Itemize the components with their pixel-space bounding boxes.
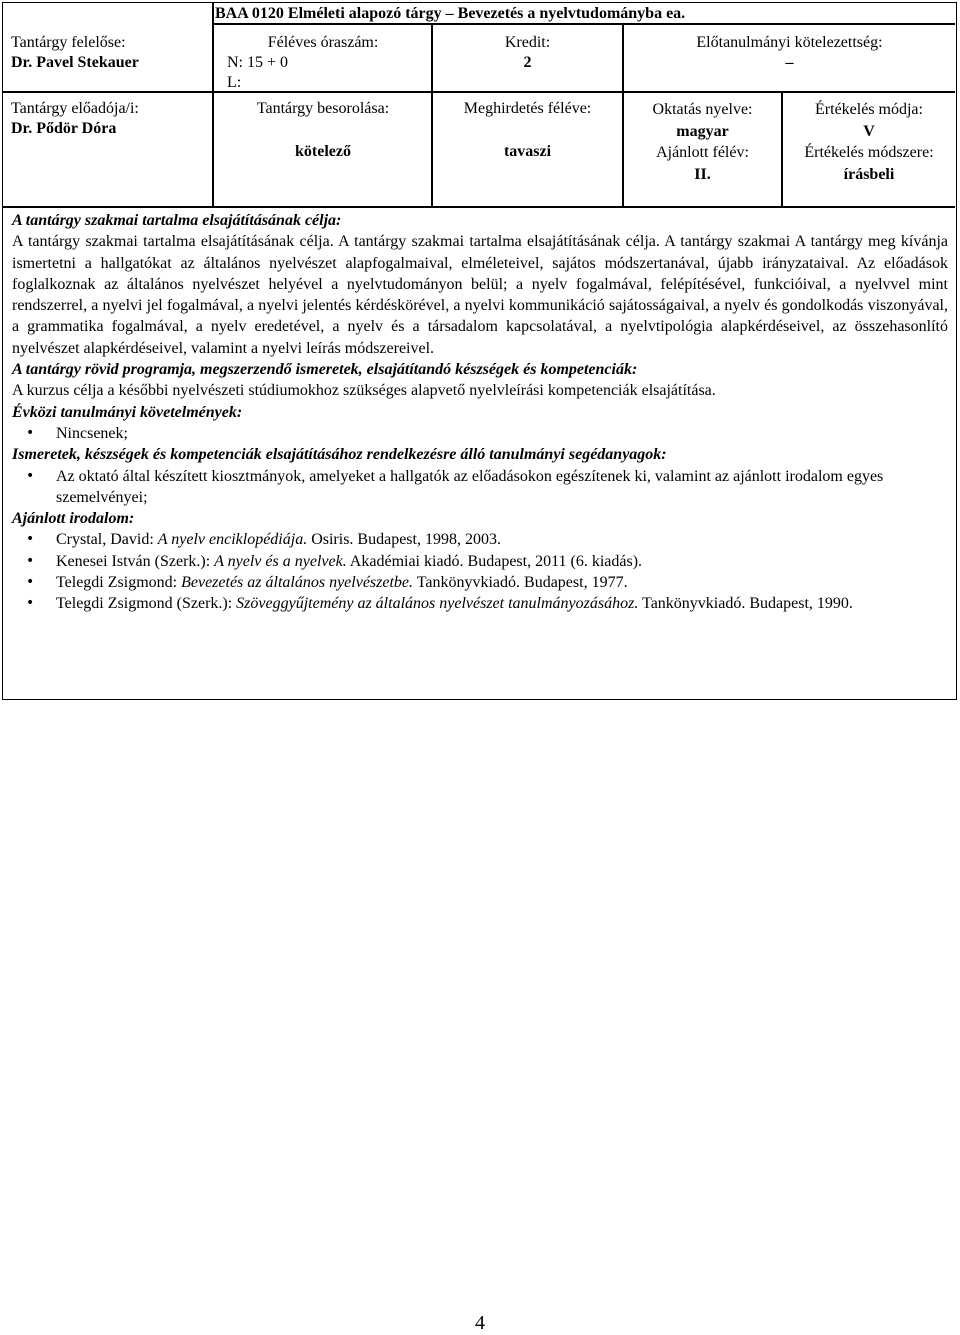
list-item: [56, 529, 948, 550]
author: Telegdi Zsigmond:: [56, 574, 182, 592]
credit-label: Kredit:: [504, 34, 551, 51]
page-number: 4: [475, 1312, 485, 1334]
publisher: Akadémiai kiadó. Budapest, 2011 (6. kiadás).: [346, 552, 643, 570]
course-code-title: BAA 0120 Elméleti alapozó tárgy – Bevezetés a nyelvtudományba ea.: [215, 5, 686, 22]
hours-l: L:: [227, 74, 242, 91]
requirements-heading: Évközi tanulmányi követelmények:: [12, 403, 243, 421]
credit-value: 2: [523, 54, 532, 71]
list-item: [56, 572, 948, 593]
assessment-method-value: írásbeli: [843, 165, 895, 183]
recommended-value: II.: [694, 165, 711, 183]
responsible-label: Tantárgy felelőse:: [11, 34, 126, 51]
goal-text: A tantárgy szakmai tartalma elsajátításának célja. A tantárgy szakmai tartalma elsajátításának célja. A tantárgy szakmai A tantárgy meg kívánja ismertetni a hallgatókat az általános nyelvészet alapfogalmaival, elméleteivel, sajátos módszertanával, újabb irányzataival. Az előadások foglalkoznak az általános nyelvészet helyével a nyelvtudományon belül; a nyelv fogalmával, felépítésével, funkcióival, a nyelvvel mint rendszerrel, a nyelvi jel fogalmával, a nyelvi jelentés kérdéskörével, a nyelvi kommunikáció sajátosságaival, a nyelv és gondolkodás viszonyával, a grammatika fogalmával, a nyelv eredetével, a nyelv és a társadalom kapcsolatával, a nyelvtipológia alapkérdéseivel, az összehasonlító nyelvészet alapkérdéseivel, valamint a nyelvi leírás módszereivel.: [12, 233, 948, 357]
course-header-table: [3, 3, 955, 207]
book-title: Szöveggyűjtemény az általános nyelvészet tanulmányozásához.: [236, 595, 639, 613]
program-heading: A tantárgy rövid programja, megszerzendő ismeretek, elsajátítandó készségek és kompetenciák:: [12, 361, 638, 379]
publisher: Tankönyvkiadó. Budapest, 1977.: [413, 574, 628, 592]
lecturer-label: Tantárgy előadója/i:: [11, 100, 139, 117]
materials-list: [12, 466, 948, 509]
goal-heading: A tantárgy szakmai tartalma elsajátításának célja:: [12, 212, 342, 229]
recommended-label: Ajánlott félév:: [656, 144, 749, 161]
requirements-list: [12, 423, 948, 444]
assessment-value: V: [863, 122, 875, 140]
hours-label: Féléves óraszám:: [267, 34, 379, 51]
literature-heading: Ajánlott irodalom:: [12, 510, 135, 528]
language-label: Oktatás nyelve:: [652, 101, 753, 118]
literature-list: [12, 529, 948, 614]
program-text: A kurzus célja a későbbi nyelvészeti stúdiumokhoz szükséges alapvető nyelvleírási kompetenciák elsajátítása.: [12, 382, 716, 400]
course-description-sheet: [2, 2, 957, 700]
list-item: [56, 551, 948, 572]
semester-value: tavaszi: [503, 143, 552, 160]
book-title: A nyelv és a nyelvek.: [214, 552, 347, 570]
hours-n: N: 15 + 0: [227, 54, 289, 71]
publisher: Tankönyvkiadó. Budapest, 1990.: [638, 595, 853, 613]
assessment-label: Értékelés módja:: [815, 101, 923, 118]
list-item: • Az oktató által készített kiosztmányok, amelyeket a hallgatók az előadásokon egészítenek ki, valamint az ajánlott irodalom egyes szemelvényei;: [56, 466, 948, 509]
book-title: Bevezetés az általános nyelvészetbe.: [181, 574, 414, 592]
book-title: A nyelv enciklopédiája.: [157, 531, 308, 549]
responsible-name: Dr. Pavel Stekauer: [11, 54, 139, 71]
classification-value: kötelező: [295, 143, 351, 160]
author: Kenesei István (Szerk.):: [56, 552, 215, 570]
author: Telegdi Zsigmond (Szerk.):: [56, 595, 237, 613]
lecturer-name: Dr. Pődör Dóra: [11, 120, 117, 137]
publisher: Osiris. Budapest, 1998, 2003.: [307, 531, 501, 549]
assessment-method-label: Értékelés módszere:: [804, 144, 934, 161]
language-value: magyar: [676, 122, 729, 140]
list-item: • Nincsenek;: [56, 423, 948, 444]
classification-label: Tantárgy besorolása:: [256, 100, 390, 117]
course-body: [12, 210, 948, 615]
prereq-value: –: [785, 54, 794, 71]
author: Crystal, David:: [56, 531, 158, 549]
list-item: [56, 593, 948, 614]
materials-heading: Ismeretek, készségek és kompetenciák elsajátításához rendelkezésre álló tanulmányi segédanyagok:: [12, 446, 667, 464]
semester-label: Meghirdetés féléve:: [463, 100, 592, 117]
prereq-label: Előtanulmányi kötelezettség:: [696, 34, 883, 51]
